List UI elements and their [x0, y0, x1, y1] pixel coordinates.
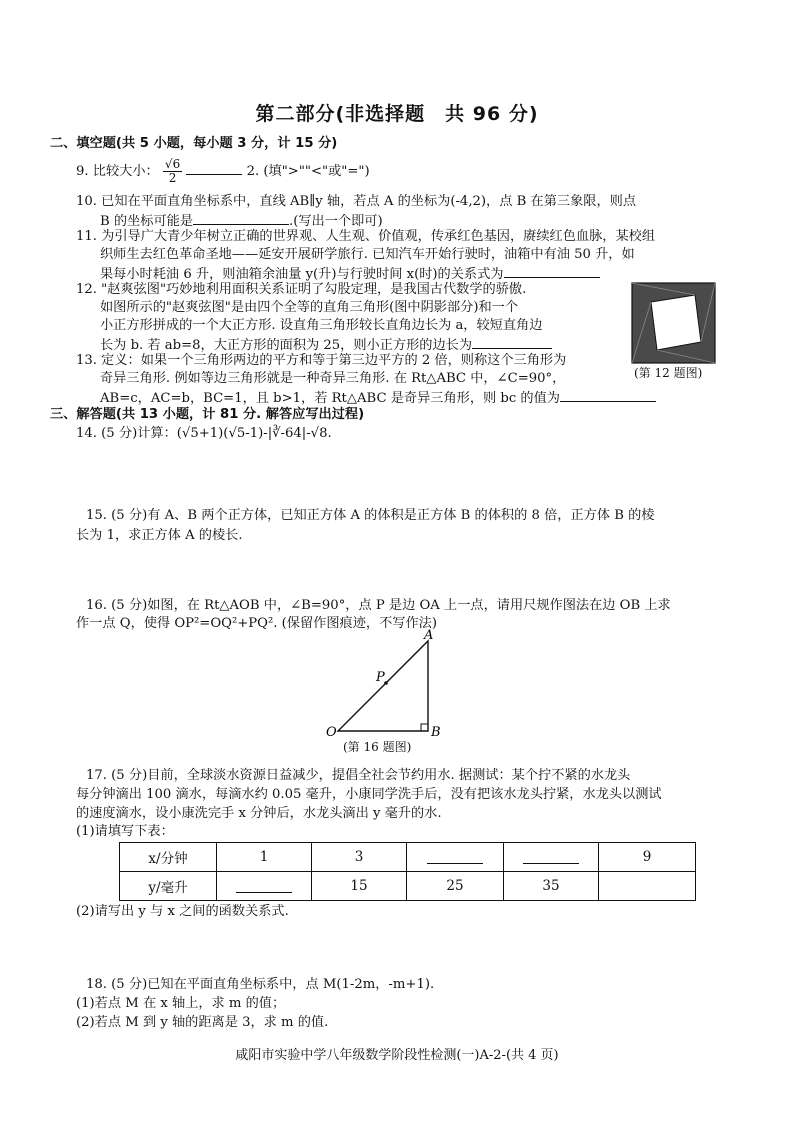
q18-part-1: (1)若点 M 在 x 轴上，求 m 的值；	[76, 996, 286, 1011]
q11-text: 果每小时耗油 6 升，则油箱余油量 y(升)与行驶时间 x(时)的关系式为	[100, 267, 504, 282]
figure-12-caption: (第 12 题图)	[634, 366, 703, 380]
q12-text: 长为 b. 若 ab=8，大正方形的面积为 25，则小正方形的边长为	[100, 338, 473, 353]
q17-line-3: 的速度滴水，设小康洗完手 x 分钟后，水龙头滴出 y 毫升的水.	[76, 806, 442, 821]
q12-line-2: 如图所示的"赵爽弦图"是由四个全等的直角三角形(图中阴影部分)和一个	[100, 300, 519, 315]
table-cell: 1	[217, 843, 312, 872]
q10-line-1: 10. 已知在平面直角坐标系中，直线 AB∥y 轴，若点 A 的坐标为(-4,2)，点 B 在第三象限，则点	[76, 194, 637, 209]
fill-section-heading: 二、填空题(共 5 小题，每小题 3 分，计 15 分)	[50, 136, 338, 151]
question-14: 14. (5 分)计算：(√5+1)(√5-1)-|∛-64|-√8.	[76, 426, 332, 441]
answer-blank[interactable]	[236, 876, 292, 893]
q16-line-2: 作一点 Q，使得 OP²=OQ²+PQ². (保留作图痕迹，不写作法)	[76, 616, 438, 631]
q15-line-2: 长为 1，求正方体 A 的棱长.	[76, 528, 243, 543]
table-cell: 15	[312, 872, 407, 901]
figure-16-caption: (第 16 题图)	[343, 740, 412, 754]
table-cell: 3	[312, 843, 407, 872]
q15-line-1: 15. (5 分)有 A、B 两个正方体，已知正方体 A 的体积是正方体 B 的体积的 8 倍，正方体 B 的棱	[86, 508, 655, 523]
table-header-x: x/分钟	[120, 843, 217, 872]
q17-part-2: (2)请写出 y 与 x 之间的函数关系式.	[76, 904, 289, 919]
q11-line-2: 织师生去红色革命圣地——延安开展研学旅行. 已知汽车开始行驶时，油箱中有油 50 升，如	[100, 247, 635, 262]
label-a: A	[424, 628, 434, 643]
q9-answer-blank[interactable]	[186, 160, 242, 175]
q13-answer-blank[interactable]	[560, 387, 656, 402]
answer-section-heading: 三、解答题(共 13 小题，计 81 分. 解答应写出过程)	[50, 407, 365, 422]
table-cell-blank[interactable]	[407, 843, 504, 872]
q9-prefix: 9. 比较大小：	[76, 164, 159, 179]
label-b: B	[431, 725, 441, 737]
q12-answer-blank[interactable]	[472, 334, 552, 349]
q9-suffix: 2. (填">""<"或"=")	[246, 164, 370, 179]
q9-denominator: 2	[168, 171, 177, 185]
q9-numerator: √6	[164, 157, 181, 171]
q17-data-table	[119, 842, 696, 901]
table-row	[120, 872, 696, 901]
q11-line-1: 11. 为引导广大青少年树立正确的世界观、人生观、价值观，传承红色基因，赓续红色血脉，某校组	[76, 229, 656, 244]
table-row	[120, 843, 696, 872]
q10-answer-blank[interactable]	[193, 210, 289, 225]
zhao-shuang-diagram	[631, 282, 716, 364]
triangle-aob	[338, 641, 428, 731]
q13-text: AB=c，AC=b，BC=1，且 b>1，若 Rt△ABC 是奇异三角形，则 bc 的值为	[100, 391, 560, 406]
q13-line-2: 奇异三角形. 例如等边三角形就是一种奇异三角形. 在 Rt△ABC 中，∠C=90°，	[100, 371, 566, 386]
question-9	[76, 158, 370, 185]
answer-blank[interactable]	[523, 847, 579, 864]
table-cell-blank[interactable]	[504, 843, 599, 872]
q11-answer-blank[interactable]	[504, 263, 600, 278]
q17-line-2: 每分钟滴出 100 滴水，每滴水约 0.05 毫升，小康同学洗手后，没有把该水龙头拧紧，水龙头以测试	[76, 787, 662, 802]
q12-line-3: 小正方形拼成的一个大正方形. 设直角三角形较长直角边长为 a，较短直角边	[100, 318, 543, 333]
table-cell-blank[interactable]	[599, 872, 696, 901]
table-header-y: y/毫升	[120, 872, 217, 901]
right-angle-mark	[421, 724, 428, 731]
q10-text-b: .(写出一个即可)	[289, 214, 383, 229]
table-cell: 35	[504, 872, 599, 901]
inner-white-square	[651, 295, 701, 350]
q16-line-1: 16. (5 分)如图，在 Rt△AOB 中，∠B=90°，点 P 是边 OA 上一点，请用尺规作图法在边 OB 上求	[86, 598, 671, 613]
label-p: P	[376, 670, 385, 685]
q13-line-1: 13. 定义：如果一个三角形两边的平方和等于第三边平方的 2 倍，则称这个三角形为	[76, 353, 567, 368]
page-footer: 咸阳市实验中学八年级数学阶段性检测(一)A-2-(共 4 页)	[235, 1048, 559, 1063]
page-title: 第二部分(非选择题 共 96 分)	[255, 103, 539, 125]
q10-text-a: B 的坐标可能是	[100, 214, 194, 229]
q18-line-1: 18. (5 分)已知在平面直角坐标系中，点 M(1-2m，-m+1).	[86, 977, 435, 992]
q17-part-1: (1)请填写下表：	[76, 824, 174, 839]
answer-blank[interactable]	[427, 847, 483, 864]
triangle-aob-diagram	[320, 625, 460, 737]
table-cell: 9	[599, 843, 696, 872]
q17-line-1: 17. (5 分)目前，全球淡水资源日益减少，提倡全社会节约用水. 据测试：某个拧不紧的水龙头	[86, 768, 631, 783]
q12-line-1: 12. "赵爽弦图"巧妙地利用面积关系证明了勾股定理，是我国古代数学的骄傲.	[76, 282, 527, 297]
table-cell: 25	[407, 872, 504, 901]
label-o: O	[326, 725, 337, 737]
q18-part-2: (2)若点 M 到 y 轴的距离是 3，求 m 的值.	[76, 1015, 329, 1030]
table-cell-blank[interactable]	[217, 872, 312, 901]
q9-fraction	[163, 158, 182, 185]
